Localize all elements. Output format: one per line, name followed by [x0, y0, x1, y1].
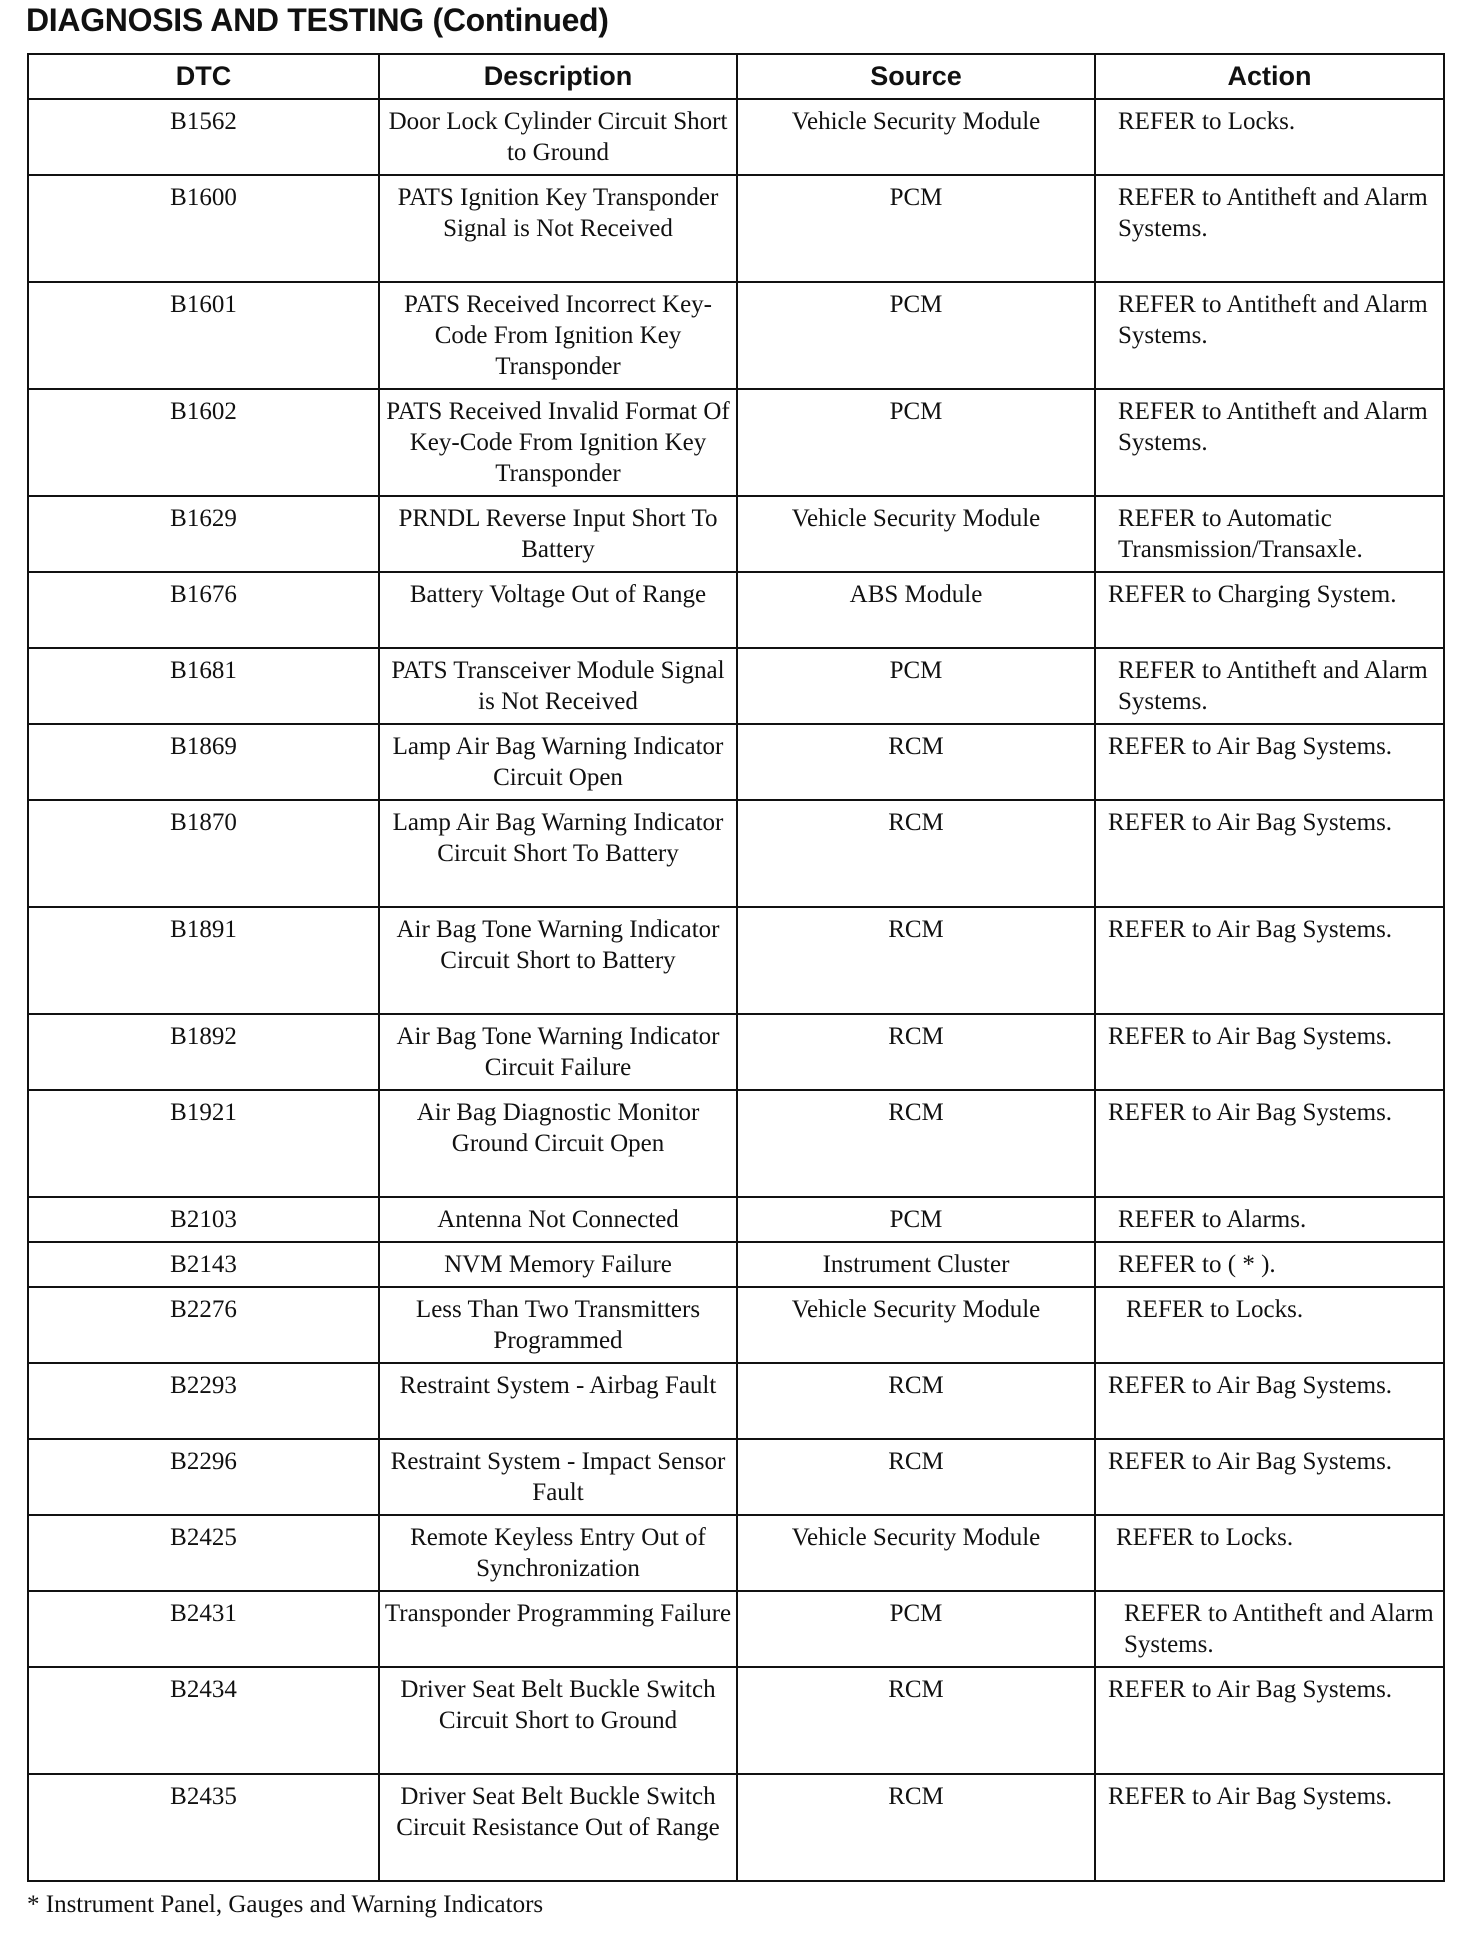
table-row [28, 1090, 1444, 1197]
table-row [28, 724, 1444, 800]
dtc-code: B2434 [28, 1667, 379, 1774]
table-row [28, 1287, 1444, 1363]
table-row [28, 800, 1444, 907]
dtc-action: REFER to ( * ). [1095, 1242, 1444, 1287]
dtc-description: Lamp Air Bag Warning Indicator Circuit Short To Battery [379, 800, 737, 907]
dtc-description: PATS Ignition Key Transponder Signal is Not Received [379, 175, 737, 282]
dtc-code: B1892 [28, 1014, 379, 1090]
dtc-source: PCM [737, 1591, 1095, 1667]
dtc-source: Vehicle Security Module [737, 496, 1095, 572]
dtc-action: REFER to Air Bag Systems. [1095, 724, 1444, 800]
dtc-code: B1681 [28, 648, 379, 724]
dtc-action: REFER to Air Bag Systems. [1095, 1090, 1444, 1197]
header-source: Source [737, 54, 1095, 99]
dtc-description: Air Bag Tone Warning Indicator Circuit Short to Battery [379, 907, 737, 1014]
dtc-action: REFER to Antitheft and Alarm Systems. [1095, 175, 1444, 282]
dtc-description: PRNDL Reverse Input Short To Battery [379, 496, 737, 572]
dtc-action: REFER to Antitheft and Alarm Systems. [1095, 282, 1444, 389]
page-title: DIAGNOSIS AND TESTING (Continued) [26, 2, 609, 38]
table-header-row [28, 54, 1444, 99]
dtc-description: PATS Transceiver Module Signal is Not Received [379, 648, 737, 724]
dtc-source: RCM [737, 1774, 1095, 1881]
dtc-description: Restraint System - Airbag Fault [379, 1363, 737, 1439]
dtc-source: Vehicle Security Module [737, 1287, 1095, 1363]
dtc-description: Battery Voltage Out of Range [379, 572, 737, 648]
dtc-action: REFER to Locks. [1095, 1515, 1444, 1591]
table-row [28, 1363, 1444, 1439]
table-row [28, 99, 1444, 175]
dtc-action: REFER to Antitheft and Alarm Systems. [1095, 1591, 1444, 1667]
dtc-source: PCM [737, 175, 1095, 282]
dtc-source: PCM [737, 389, 1095, 496]
table-row [28, 1667, 1444, 1774]
dtc-action: REFER to Antitheft and Alarm Systems. [1095, 389, 1444, 496]
dtc-description: Air Bag Tone Warning Indicator Circuit Failure [379, 1014, 737, 1090]
dtc-action: REFER to Locks. [1095, 99, 1444, 175]
dtc-source: RCM [737, 1363, 1095, 1439]
header-action: Action [1095, 54, 1444, 99]
table-row [28, 496, 1444, 572]
dtc-source: RCM [737, 1014, 1095, 1090]
dtc-code: B2103 [28, 1197, 379, 1242]
dtc-source: PCM [737, 1197, 1095, 1242]
table-row [28, 1197, 1444, 1242]
table-row [28, 1439, 1444, 1515]
dtc-source: RCM [737, 800, 1095, 907]
dtc-description: Driver Seat Belt Buckle Switch Circuit Resistance Out of Range [379, 1774, 737, 1881]
dtc-source: RCM [737, 907, 1095, 1014]
dtc-description: Lamp Air Bag Warning Indicator Circuit Open [379, 724, 737, 800]
dtc-code: B1891 [28, 907, 379, 1014]
dtc-action: REFER to Air Bag Systems. [1095, 1439, 1444, 1515]
dtc-action: REFER to Antitheft and Alarm Systems. [1095, 648, 1444, 724]
table-row [28, 1242, 1444, 1287]
dtc-source: Vehicle Security Module [737, 1515, 1095, 1591]
dtc-action: REFER to Locks. [1095, 1287, 1444, 1363]
dtc-code: B1870 [28, 800, 379, 907]
dtc-source: RCM [737, 1090, 1095, 1197]
dtc-code: B1601 [28, 282, 379, 389]
dtc-code: B1869 [28, 724, 379, 800]
dtc-description: NVM Memory Failure [379, 1242, 737, 1287]
dtc-source: RCM [737, 1667, 1095, 1774]
footnote: * Instrument Panel, Gauges and Warning Indicators [27, 1891, 544, 1918]
dtc-description: Driver Seat Belt Buckle Switch Circuit Short to Ground [379, 1667, 737, 1774]
header-dtc: DTC [28, 54, 379, 99]
table-row [28, 282, 1444, 389]
dtc-code: B1600 [28, 175, 379, 282]
dtc-source: PCM [737, 648, 1095, 724]
table-row [28, 1515, 1444, 1591]
dtc-action: REFER to Air Bag Systems. [1095, 1014, 1444, 1090]
dtc-source: RCM [737, 1439, 1095, 1515]
table-row [28, 907, 1444, 1014]
dtc-code: B1562 [28, 99, 379, 175]
dtc-code: B1602 [28, 389, 379, 496]
dtc-action: REFER to Air Bag Systems. [1095, 1667, 1444, 1774]
dtc-description: Transponder Programming Failure [379, 1591, 737, 1667]
dtc-source: Instrument Cluster [737, 1242, 1095, 1287]
dtc-source: RCM [737, 724, 1095, 800]
dtc-description: PATS Received Invalid Format Of Key-Code From Ignition Key Transponder [379, 389, 737, 496]
dtc-description: Less Than Two Transmitters Programmed [379, 1287, 737, 1363]
dtc-action: REFER to Air Bag Systems. [1095, 907, 1444, 1014]
dtc-action: REFER to Alarms. [1095, 1197, 1444, 1242]
dtc-code: B2293 [28, 1363, 379, 1439]
dtc-code: B2431 [28, 1591, 379, 1667]
dtc-table [27, 53, 1445, 1882]
dtc-code: B2143 [28, 1242, 379, 1287]
header-description: Description [379, 54, 737, 99]
dtc-code: B2276 [28, 1287, 379, 1363]
dtc-source: PCM [737, 282, 1095, 389]
dtc-code: B1629 [28, 496, 379, 572]
dtc-code: B2296 [28, 1439, 379, 1515]
dtc-description: Remote Keyless Entry Out of Synchronization [379, 1515, 737, 1591]
dtc-source: Vehicle Security Module [737, 99, 1095, 175]
dtc-code: B2435 [28, 1774, 379, 1881]
table-row [28, 1774, 1444, 1881]
dtc-description: Antenna Not Connected [379, 1197, 737, 1242]
dtc-description: Restraint System - Impact Sensor Fault [379, 1439, 737, 1515]
dtc-code: B2425 [28, 1515, 379, 1591]
dtc-description: Air Bag Diagnostic Monitor Ground Circuit Open [379, 1090, 737, 1197]
table-row [28, 1014, 1444, 1090]
dtc-action: REFER to Air Bag Systems. [1095, 1774, 1444, 1881]
dtc-action: REFER to Charging System. [1095, 572, 1444, 648]
dtc-code: B1921 [28, 1090, 379, 1197]
table-row [28, 1591, 1444, 1667]
dtc-action: REFER to Automatic Transmission/Transaxle. [1095, 496, 1444, 572]
table-row [28, 572, 1444, 648]
dtc-source: ABS Module [737, 572, 1095, 648]
table-row [28, 648, 1444, 724]
dtc-description: PATS Received Incorrect Key-Code From Ignition Key Transponder [379, 282, 737, 389]
dtc-action: REFER to Air Bag Systems. [1095, 1363, 1444, 1439]
dtc-action: REFER to Air Bag Systems. [1095, 800, 1444, 907]
table-row [28, 389, 1444, 496]
dtc-code: B1676 [28, 572, 379, 648]
dtc-description: Door Lock Cylinder Circuit Short to Ground [379, 99, 737, 175]
table-row [28, 175, 1444, 282]
